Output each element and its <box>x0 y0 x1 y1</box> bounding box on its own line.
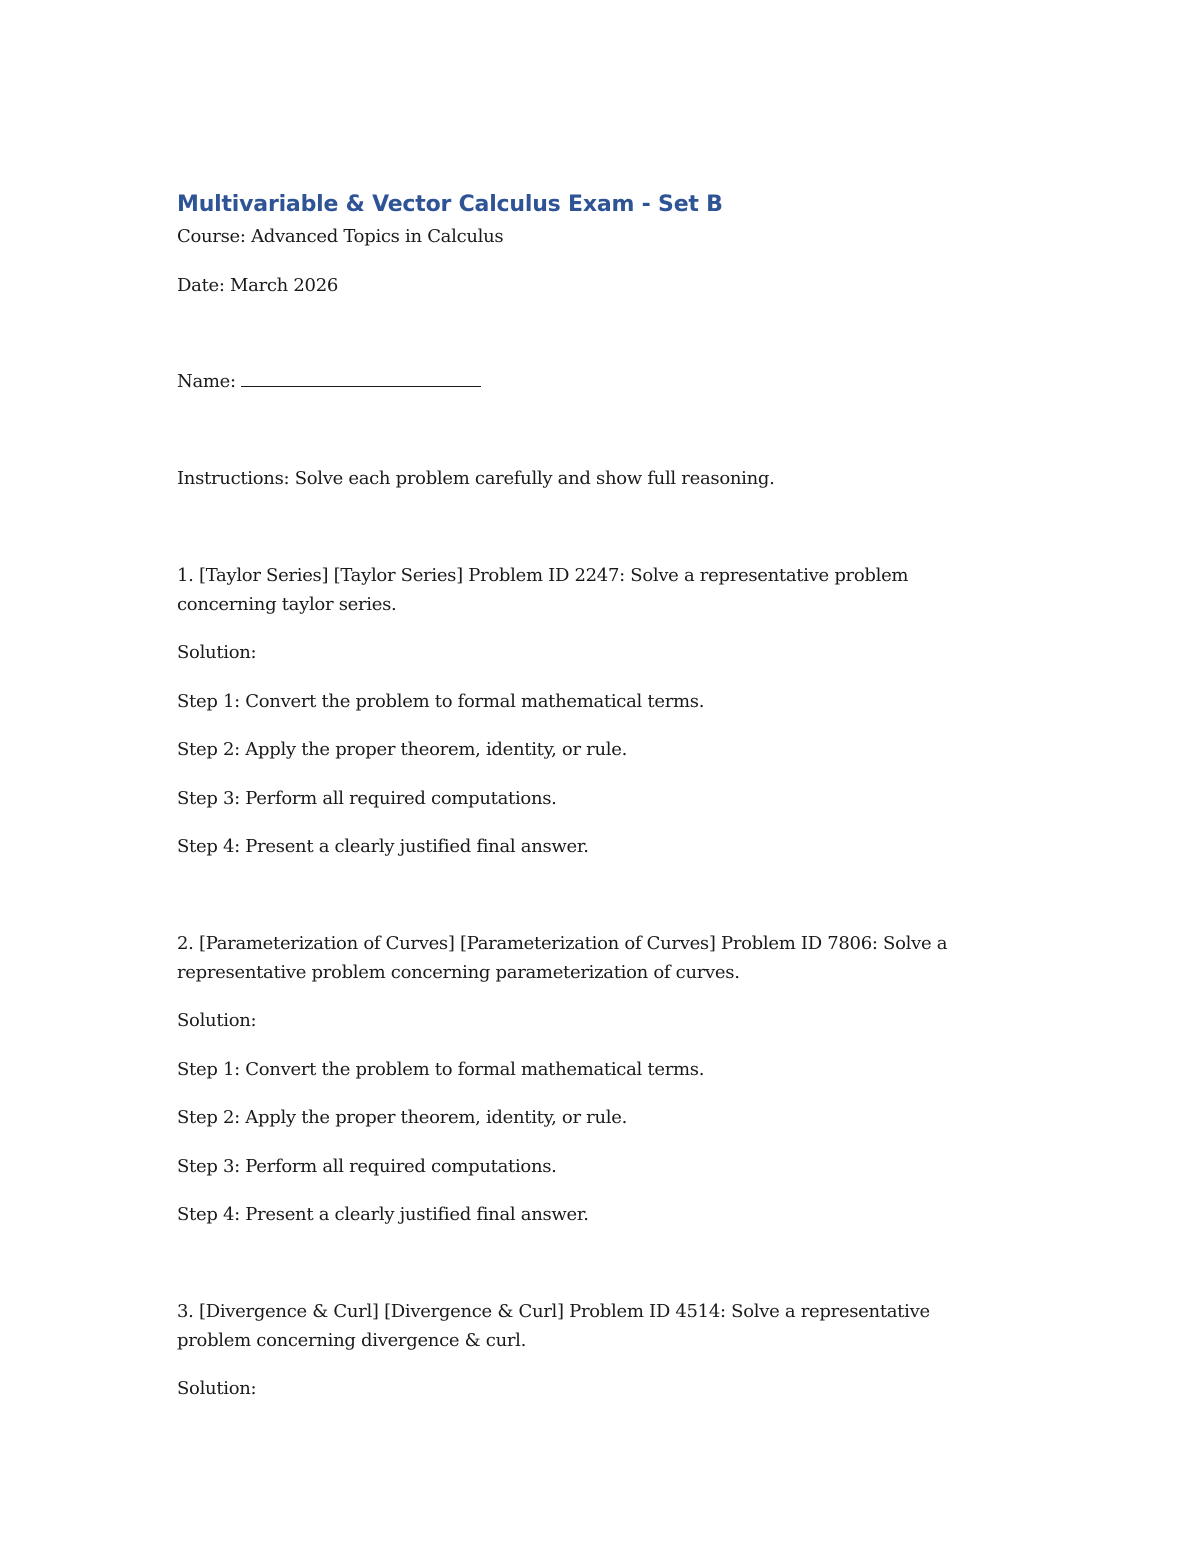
problem-2 <box>177 929 1007 1229</box>
solution-step: Step 1: Convert the problem to formal mathematical terms. <box>177 691 705 712</box>
solution-step: Step 4: Present a clearly justified final answer. <box>177 836 589 857</box>
problem-statement: 2. [Parameterization of Curves] [Parameterization of Curves] Problem ID 7806: Solve a representative problem concerning parameterization of curves. <box>177 933 948 983</box>
instructions: Instructions: Solve each problem carefully and show full reasoning. <box>177 468 775 489</box>
name-label: Name: <box>177 371 236 392</box>
solution-label: Solution: <box>177 1010 257 1031</box>
solution-step: Step 2: Apply the proper theorem, identity, or rule. <box>177 1107 628 1128</box>
solution-label: Solution: <box>177 642 257 663</box>
name-field <box>177 367 1007 396</box>
problem-3 <box>177 1297 1007 1403</box>
solution-step: Step 3: Perform all required computations. <box>177 788 557 809</box>
name-blank[interactable] <box>241 370 481 387</box>
course-line: Course: Advanced Topics in Calculus <box>177 226 504 247</box>
solution-step: Step 2: Apply the proper theorem, identity, or rule. <box>177 739 628 760</box>
exam-page <box>177 188 1007 1403</box>
problem-statement: 1. [Taylor Series] [Taylor Series] Problem ID 2247: Solve a representative problem concerning taylor series. <box>177 565 909 615</box>
solution-label: Solution: <box>177 1378 257 1399</box>
problem-statement: 3. [Divergence & Curl] [Divergence & Curl] Problem ID 4514: Solve a representative problem concerning divergence & curl. <box>177 1301 930 1351</box>
date-line: Date: March 2026 <box>177 275 339 296</box>
problem-1 <box>177 561 1007 861</box>
solution-step: Step 3: Perform all required computations. <box>177 1156 557 1177</box>
solution-step: Step 4: Present a clearly justified final answer. <box>177 1204 589 1225</box>
exam-title: Multivariable & Vector Calculus Exam - Set B <box>177 192 723 217</box>
solution-step: Step 1: Convert the problem to formal mathematical terms. <box>177 1059 705 1080</box>
